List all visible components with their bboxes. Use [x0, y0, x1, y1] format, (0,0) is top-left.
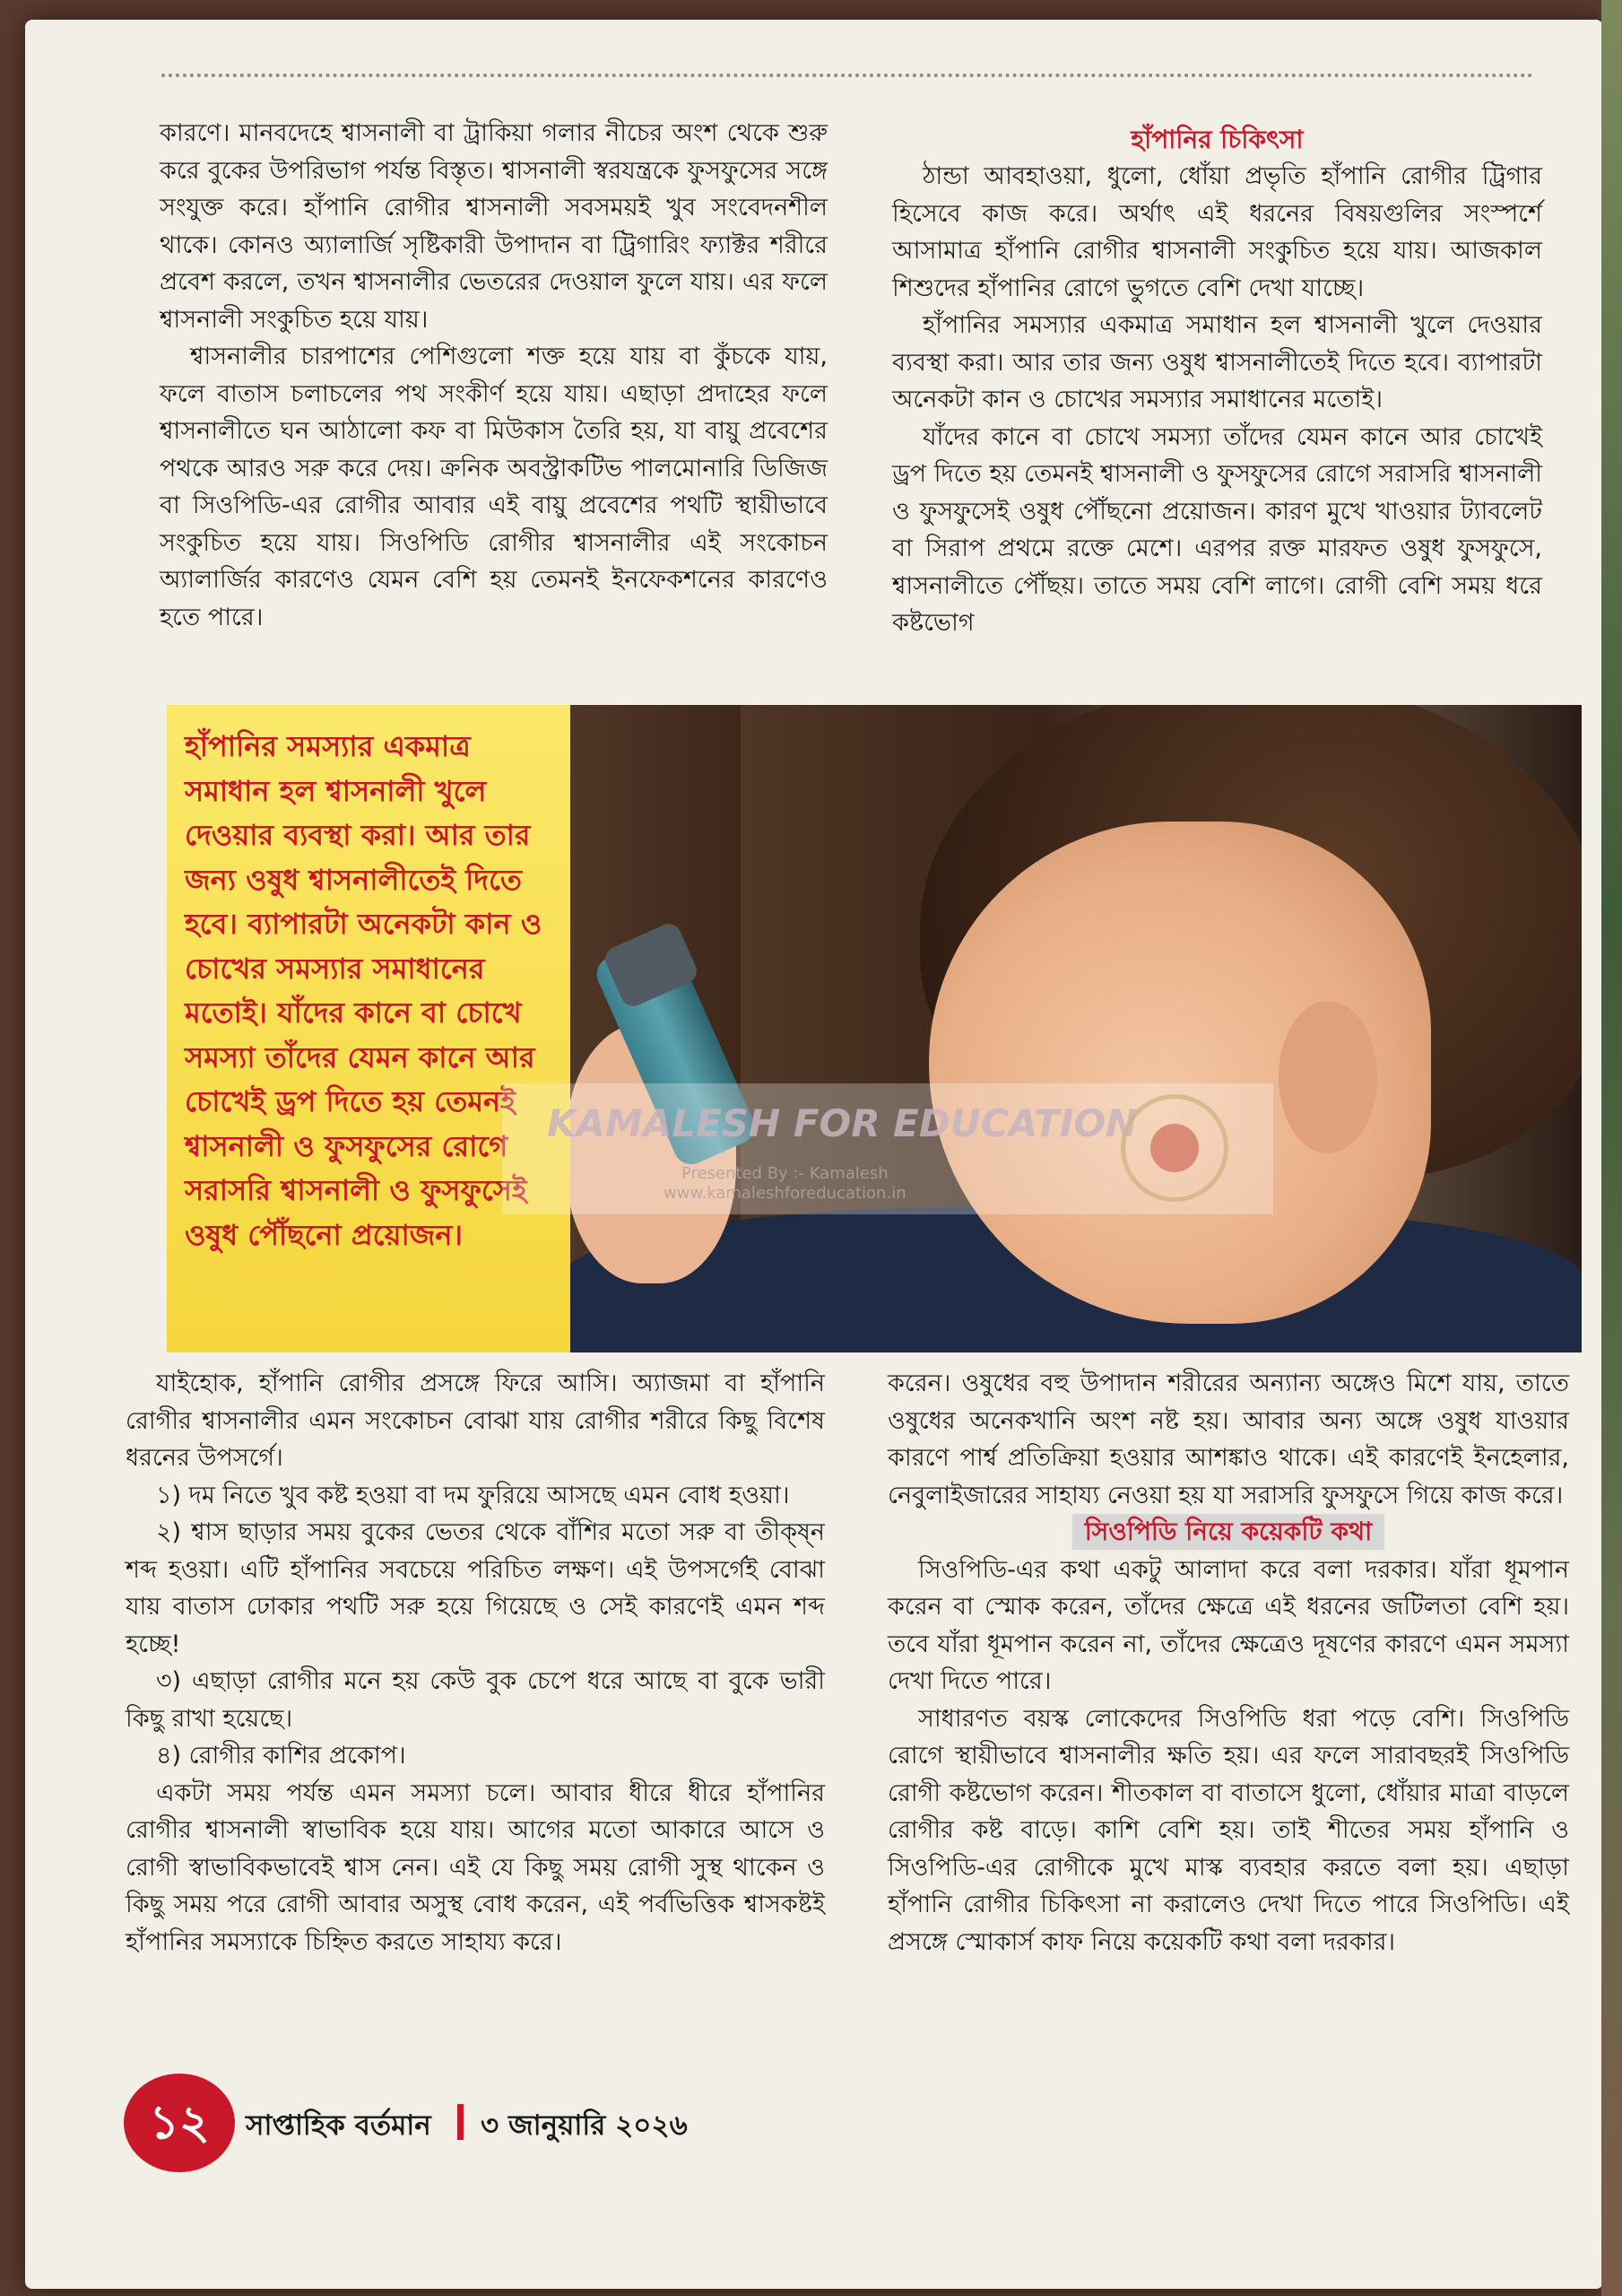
watermark-title: KAMALESH FOR EDUCATION — [547, 1101, 1138, 1145]
section-heading-asthma-treatment: হাঁপানির চিকিৎসা — [1131, 125, 1304, 154]
paragraph: যাইহোক, হাঁপানি রোগীর প্রসঙ্গে ফিরে আসি। অ্যাজমা বা হাঁপানি রোগীর শ্বাসনালীর এমন সংকোচন বোঝা যায় রোগীর শরীরে কিছু বিশেষ ধরনের উপসর্গে। — [126, 1370, 825, 1472]
top-right-column — [892, 122, 1542, 642]
pull-quote-box — [167, 705, 570, 1352]
paragraph: কারণে। মানবদেহে শ্বাসনালী বা ট্রাকিয়া গলার নীচের অংশ থেকে শুরু করে বুকের উপরিভাগ পর্যন্ত বিস্তৃত। শ্বাসনালী স্বরযন্ত্রকে ফুসফুসের সঙ্গে সংযুক্ত করে। হাঁপানি রোগীর শ্বাসনালী সবসময়ই খুব সংবেদনশীল থাকে। কোনও অ্যালার্জি সৃষ্টিকারী উপাদান বা ট্রিগারিং ফ্যাক্টর শরীরে প্রবেশ করলে, তখন শ্বাসনালীর ভেতরের দেওয়াল ফুলে যায়। এর ফলে শ্বাসনালী সংকুচিত হয়ে যায়। — [160, 119, 828, 334]
watermark — [502, 1083, 1273, 1214]
bottom-right-column — [888, 1365, 1569, 1961]
bottom-left-column — [126, 1365, 825, 1961]
watermark-credit: Presented By :- Kamalesh www.kamaleshforeducation.in — [664, 1164, 906, 1203]
paragraph: হাঁপানির সমস্যার একমাত্র সমাধান হল শ্বাসনালী খুলে দেওয়ার ব্যবস্থা করা। আর তার জন্য ওষুধ শ্বাসনালীতেই দিতে হবে। ব্যাপারটা অনেকটা কান ও চোখের সমস্যার সমাধানের মতোই। — [892, 311, 1542, 413]
top-left-column — [160, 115, 828, 636]
list-item: ৪) রোগীর কাশির প্রকোপ। — [156, 1742, 406, 1770]
page-number-badge: ১২ — [124, 2074, 235, 2172]
paragraph: সিওপিডি-এর কথা একটু আলাদা করে বলা দরকার। যাঁরা ধূমপান করেন বা স্মোক করেন, তাঁদের ক্ষেত্রে এই ধরনের জটিলতা বেশি হয়। তবে যাঁরা ধূমপান করেন না, তাঁদের ক্ষেত্রেও দূষণের কারণে এমন সমস্যা দেখা দিতে পারে। — [888, 1555, 1569, 1695]
section-heading-copd: সিওপিডি নিয়ে কয়েকটি কথা — [1072, 1514, 1385, 1550]
paragraph: ঠান্ডা আবহাওয়া, ধুলো, ধোঁয়া প্রভৃতি হাঁপানি রোগীর ট্রিগার হিসেবে কাজ করে। অর্থাৎ এই ধরনের বিষয়গুলির সংস্পর্শে আসামাত্র হাঁপানি রোগীর শ্বাসনালী সংকুচিত হয়ে যায়। আজকাল শিশুদের হাঁপানির রোগে ভুগতে বেশি দেখা যাচ্ছে। — [892, 162, 1542, 302]
page-footer — [124, 2074, 931, 2172]
watermark-logo-icon — [1121, 1094, 1228, 1202]
list-item: ১) দম নিতে খুব কষ্ট হওয়া বা দম ফুরিয়ে আসছে এমন বোধ হওয়া। — [156, 1481, 790, 1509]
list-item: ৩) এছাড়া রোগীর মনে হয় কেউ বুক চেপে ধরে আছে বা বুকে ভারী কিছু রাখা হয়েছে। — [126, 1667, 825, 1733]
adjacent-page-edge — [1601, 0, 1622, 2296]
issue-date: ৩ জানুয়ারি ২০২৬ — [481, 2109, 688, 2142]
publication-name: সাপ্তাহিক বর্তমান — [246, 2109, 431, 2142]
paragraph: করেন। ওষুধের বহু উপাদান শরীরের অন্যান্য অঙ্গেও মিশে যায়, তাতে ওষুধের অনেকখানি অংশ নষ্ট হয়। আবার অন্য অঙ্গে ওষুধ যাওয়ার কারণে পার্শ্ব প্রতিক্রিয়া হওয়ার আশঙ্কাও থাকে। এই কারণেই ইনহেলার, নেবুলাইজারের সাহায্য নেওয়া হয় যা সরাসরি ফুসফুসে গিয়ে কাজ করে। — [888, 1370, 1569, 1509]
pull-quote-text: হাঁপানির সমস্যার একমাত্র সমাধান হল শ্বাসনালী খুলে দেওয়ার ব্যবস্থা করা। আর তার জন্য ওষুধ শ্বাসনালীতেই দিতে হবে। ব্যাপারটা অনেকটা কান ও চোখের সমস্যার সমাধানের মতোই। যাঁদের কানে বা চোখে সমস্যা তাঁদের যেমন কানে আর চোখেই ড্রপ দিতে হয় তেমনই শ্বাসনালী ও ফুসফুসের রোগে সরাসরি শ্বাসনালী ও ফুসফুসেই ওষুধ পৌঁছনো প্রয়োজন। — [185, 729, 542, 1252]
paragraph: একটা সময় পর্যন্ত এমন সমস্যা চলে। আবার ধীরে ধীরে হাঁপানির রোগীর শ্বাসনালী স্বাভাবিক হয়ে যায়। আগের মতো আকারে আসে ও রোগী স্বাভাবিকভাবেই শ্বাস নেন। এই যে কিছু সময় রোগী সুস্থ থাকেন ও কিছু সময় পরে রোগী আবার অসুস্থ বোধ করেন, এই পর্বভিত্তিক শ্বাসকষ্টই হাঁপানির সমস্যাকে চিহ্নিত করতে সাহায্য করে। — [126, 1779, 825, 1956]
paragraph: সাধারণত বয়স্ক লোকেদের সিওপিডি ধরা পড়ে বেশি। সিওপিডি রোগে স্থায়ীভাবে শ্বাসনালীর ক্ষতি হয়। এর ফলে সারাবছরই সিওপিডি রোগী কষ্টভোগ করেন। শীতকাল বা বাতাসে ধুলো, ধোঁয়ার মাত্রা বাড়লে রোগীর কষ্ট বাড়ে। কাশি বেশি হয়। তাই শীতের সময় হাঁপানি ও সিওপিডি-এর রোগীকে মুখে মাস্ক ব্যবহার করতে বলা হয়। এছাড়া হাঁপানি রোগীর চিকিৎসা না করালেও দেখা দিতে পারে সিওপিডি। এই প্রসঙ্গে স্মোকার্স কাফ নিয়ে কয়েকটি কথা বলা দরকার। — [888, 1704, 1569, 1956]
list-item: ২) শ্বাস ছাড়ার সময় বুকের ভেতর থেকে বাঁশির মতো সরু বা তীক্ষ্ন শব্দ হওয়া। এটি হাঁপানির সবচেয়ে পরিচিত লক্ষণ। এই উপসর্গেই বোঝা যায় বাতাস ঢোকার পথটি সরু হয়ে গিয়েছে ও সেই কারণেই এমন শব্দ হচ্ছে! — [126, 1518, 825, 1658]
footer-divider — [457, 2104, 464, 2140]
dotted-rule — [161, 74, 1533, 77]
paragraph: শ্বাসনালীর চারপাশের পেশিগুলো শক্ত হয়ে যায় বা কুঁচকে যায়, ফলে বাতাস চলাচলের পথ সংকীর্ণ হয়ে যায়। এছাড়া প্রদাহের ফলে শ্বাসনালীতে ঘন আঠালো কফ বা মিউকাস তৈরি হয়, যা বায়ু প্রবেশের পথকে আরও সরু করে দেয়। ক্রনিক অবস্ট্রাকটিভ পালমোনারি ডিজিজ বা সিওপিডি-এর রোগীর আবার এই বায়ু প্রবেশের পথটি স্থায়ীভাবে সংকুচিত হয়ে যায়। সিওপিডি রোগীর শ্বাসনালীর এই সংকোচন অ্যালার্জির কারণেও যেমন বেশি হয় তেমনই ইনফেকশনের কারণেও হতে পারে। — [160, 343, 828, 631]
paragraph: যাঁদের কানে বা চোখে সমস্যা তাঁদের যেমন কানে আর চোখেই ড্রপ দিতে হয় তেমনই শ্বাসনালী ও ফুসফুসের রোগে সরাসরি শ্বাসনালী ও ফুসফুসেই ওষুধ পৌঁছনো প্রয়োজন। কারণ মুখে খাওয়ার ট্যাবলেট বা সিরাপ প্রথমে রক্তে মেশে। এরপর রক্ত মারফত ওষুধ ফুসফুসে, শ্বাসনালীতে পৌঁছয়। তাতে সময় বেশি লাগে। রোগী বেশি সময় ধরে কষ্টভোগ — [892, 422, 1542, 637]
